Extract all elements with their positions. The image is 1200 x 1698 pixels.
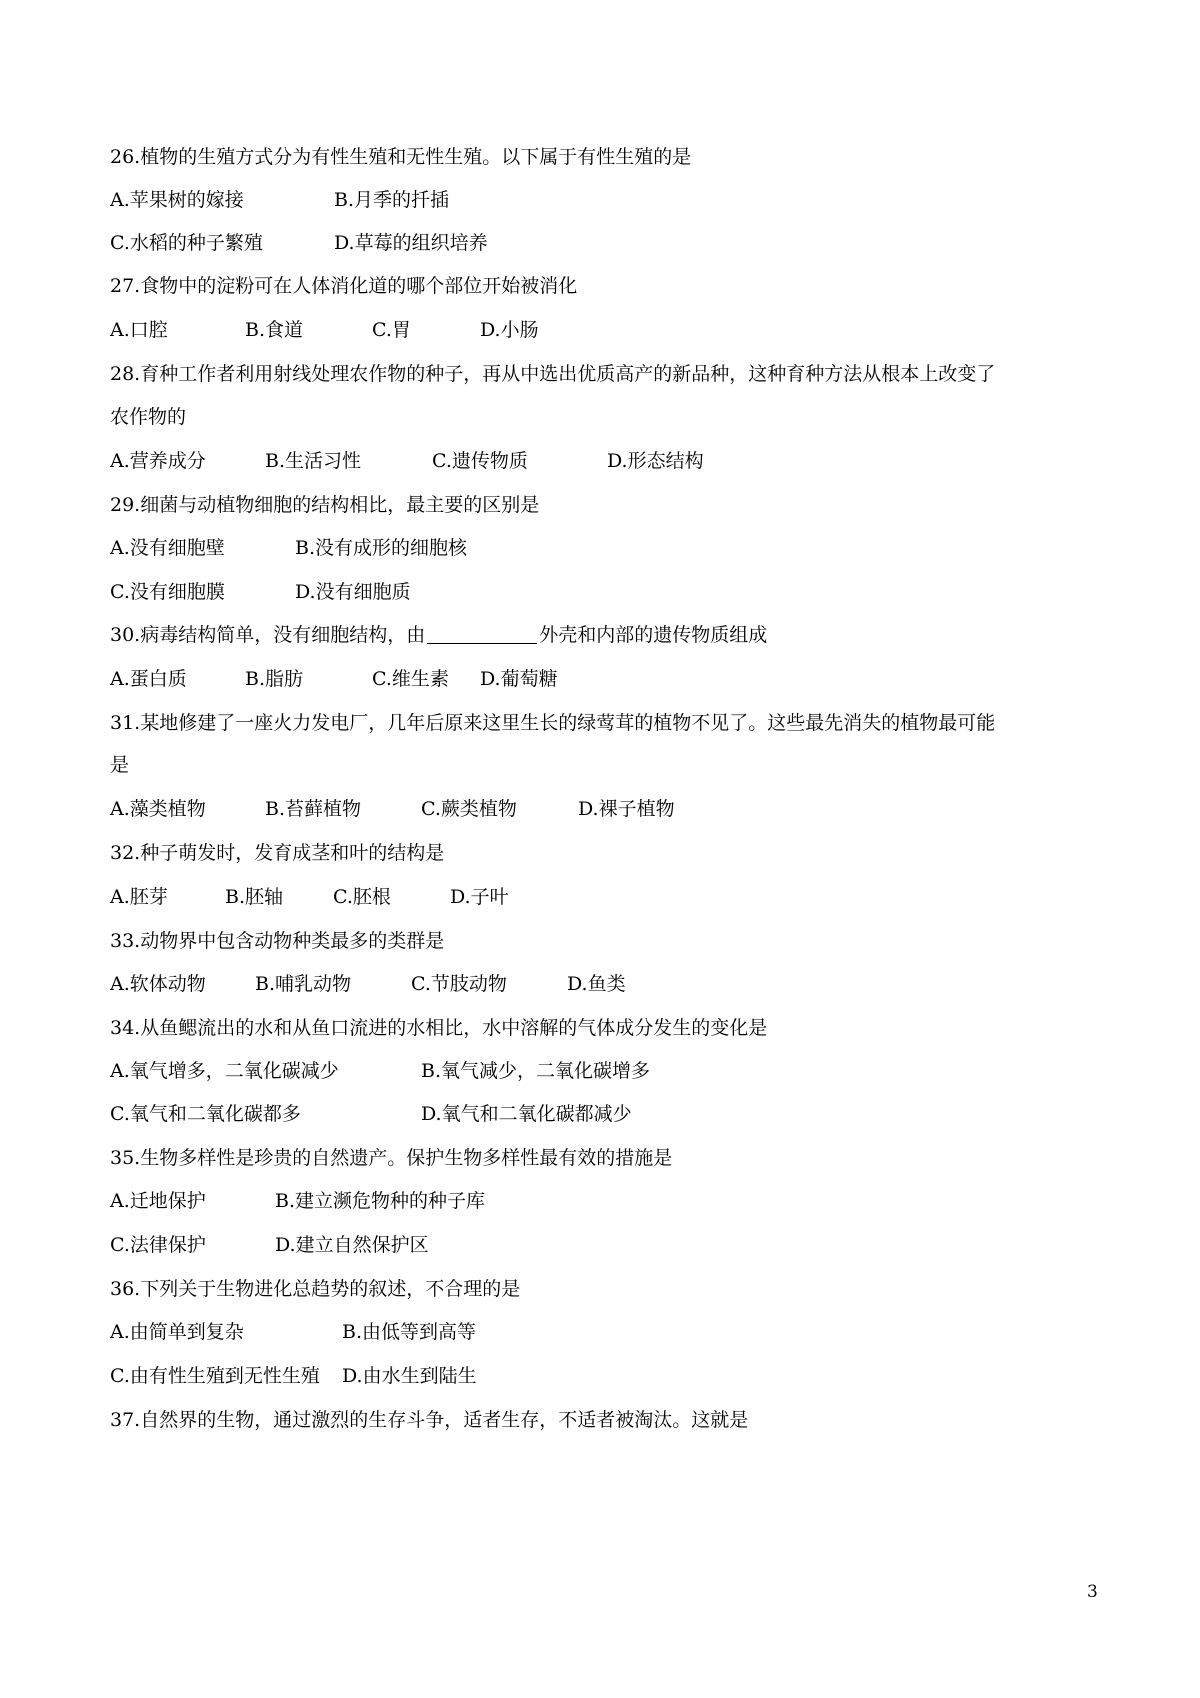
option-a: A.蛋白质 — [110, 668, 187, 690]
option-d: D.子叶 — [450, 886, 509, 908]
option-a: A.迁地保护 — [110, 1190, 206, 1212]
question-27-stem: 27.食物中的淀粉可在人体消化道的哪个部位开始被消化 — [110, 275, 578, 297]
option-c: C.水稻的种子繁殖 — [110, 232, 263, 254]
question-26-stem: 26.植物的生殖方式分为有性生殖和无性生殖。以下属于有性生殖的是 — [110, 146, 692, 168]
question-30-stem — [110, 623, 767, 647]
option-b: B.脂肪 — [245, 668, 304, 690]
option-b: B.月季的扦插 — [334, 189, 450, 211]
page-number: 3 — [1087, 1582, 1098, 1602]
option-d: D.由水生到陆生 — [342, 1365, 477, 1387]
option-b: B.哺乳动物 — [255, 973, 352, 995]
question-30-stem-after: 外壳和内部的遗传物质组成 — [539, 624, 768, 646]
option-b: B.建立濒危物种的种子库 — [275, 1190, 486, 1212]
option-a: A.软体动物 — [110, 973, 206, 995]
option-c: C.胚根 — [333, 886, 391, 908]
option-b: B.食道 — [245, 319, 304, 341]
fill-in-blank — [427, 625, 537, 644]
option-c: C.节肢动物 — [411, 973, 507, 995]
option-a: A.由简单到复杂 — [110, 1321, 244, 1343]
option-d: D.草莓的组织培养 — [334, 232, 488, 254]
question-32-stem: 32.种子萌发时，发育成茎和叶的结构是 — [110, 842, 445, 864]
question-31-stem-continued: 是 — [110, 754, 130, 776]
option-c: C.没有细胞膜 — [110, 581, 225, 603]
option-a: A.氧气增多，二氧化碳减少 — [110, 1060, 339, 1082]
option-d: D.形态结构 — [607, 450, 704, 472]
option-b: B.苔藓植物 — [265, 798, 362, 820]
option-d: D.葡萄糖 — [480, 668, 558, 690]
option-d: D.小肠 — [480, 319, 539, 341]
option-c: C.法律保护 — [110, 1234, 206, 1256]
option-b: B.胚轴 — [225, 886, 284, 908]
option-d: D.鱼类 — [567, 973, 626, 995]
question-34-stem: 34.从鱼鳃流出的水和从鱼口流进的水相比，水中溶解的气体成分发生的变化是 — [110, 1017, 768, 1039]
question-35-stem: 35.生物多样性是珍贵的自然遗产。保护生物多样性最有效的措施是 — [110, 1147, 673, 1169]
option-b: B.生活习性 — [265, 450, 362, 472]
option-d: D.建立自然保护区 — [275, 1234, 429, 1256]
question-33-stem: 33.动物界中包含动物种类最多的类群是 — [110, 930, 445, 952]
option-a: A.营养成分 — [110, 450, 206, 472]
question-31-stem: 31.某地修建了一座火力发电厂，几年后原来这里生长的绿莺茸的植物不见了。这些最先消失的植物最可能 — [110, 712, 996, 734]
option-d: D.氧气和二氧化碳都减少 — [421, 1103, 632, 1125]
option-a: A.口腔 — [110, 319, 168, 341]
question-37-stem: 37.自然界的生物，通过激烈的生存斗争，适者生存，不适者被淘汰。这就是 — [110, 1409, 749, 1431]
question-29-stem: 29.细菌与动植物细胞的结构相比，最主要的区别是 — [110, 494, 540, 516]
option-d: D.没有细胞质 — [295, 581, 411, 603]
option-d: D.裸子植物 — [578, 798, 675, 820]
option-a: A.苹果树的嫁接 — [110, 189, 244, 211]
option-a: A.藻类植物 — [110, 798, 206, 820]
option-c: C.胃 — [372, 319, 411, 341]
option-a: A.没有细胞壁 — [110, 537, 225, 559]
option-b: B.氧气减少，二氧化碳增多 — [421, 1060, 651, 1082]
question-36-stem: 36.下列关于生物进化总趋势的叙述，不合理的是 — [110, 1278, 521, 1300]
option-b: B.没有成形的细胞核 — [295, 537, 468, 559]
option-c: C.遗传物质 — [432, 450, 528, 472]
question-30-stem-before: 30.病毒结构简单，没有细胞结构，由 — [110, 624, 426, 646]
option-a: A.胚芽 — [110, 886, 168, 908]
option-c: C.由有性生殖到无性生殖 — [110, 1365, 320, 1387]
option-b: B.由低等到高等 — [342, 1321, 477, 1343]
question-28-stem-continued: 农作物的 — [110, 406, 187, 428]
question-28-stem: 28.育种工作者利用射线处理农作物的种子，再从中选出优质高产的新品种，这种育种方法从根本上改变了 — [110, 363, 996, 385]
option-c: C.氧气和二氧化碳都多 — [110, 1103, 301, 1125]
option-c: C.维生素 — [372, 668, 449, 690]
option-c: C.蕨类植物 — [421, 798, 517, 820]
